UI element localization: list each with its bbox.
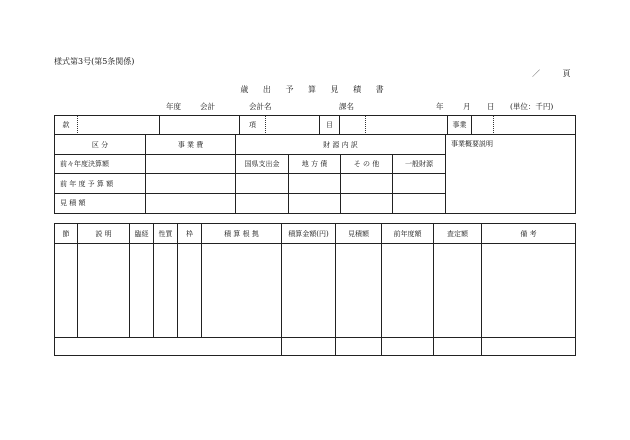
detail-table [54,223,576,356]
col-sekisan-kingaku: 積算金額(円) [281,224,335,244]
budget-rule-2 [55,154,445,155]
jigyou-code-field[interactable] [471,116,493,135]
col-seishitsu: 性質 [153,224,177,244]
detail-total-row[interactable] [55,338,575,355]
zaigen-uchiwake-header: 財 源 内 訳 [235,135,445,155]
moku-label: 目 [319,116,339,135]
row-label-zenzen-nendo: 前々年度決算額 [60,160,109,168]
jigyou-name-field[interactable] [493,116,575,135]
moku-name-field[interactable] [365,116,447,135]
kou-label: 項 [239,116,265,135]
jigyouhi-mitsumori-field[interactable] [145,194,235,213]
col-waku: 枠 [177,224,201,244]
kan-code-field[interactable] [77,116,159,135]
ippan-zen-field[interactable] [392,174,445,194]
kou-code-field[interactable] [265,116,319,135]
budget-rule-1 [55,134,575,135]
kokuken-zen-field[interactable] [235,174,288,194]
chihousai-header: 地 方 債 [288,155,340,174]
jigyou-label: 事業 [447,116,471,135]
col-rinkei: 臨経 [129,224,153,244]
row-label-mitsumori: 見 積 額 [60,199,86,207]
account-label: 会計 [200,102,215,111]
row-label-zen-nendo: 前 年 度 予 算 額 [60,179,114,188]
sonota-header: そ の 他 [340,155,392,174]
chihousai-zen-field[interactable] [288,174,340,194]
kubun-header: 区 分 [91,140,109,149]
col-bikou: 備 考 [481,224,575,244]
budget-table [54,115,576,214]
jigyouhi-zen-field[interactable] [145,174,235,194]
document-title: 歳 出 予 算 見 積 書 [240,85,390,94]
date-day-label: 日 [487,102,495,111]
jigyouhi-zenzen-field[interactable] [145,155,235,174]
date-month-label: 月 [463,102,471,111]
kan-name-field[interactable] [159,116,239,135]
fiscal-year-label: 年度 [166,102,181,111]
sonota-zen-field[interactable] [340,174,392,194]
jigyou-gaiyou-header: 事業概要説明 [445,135,575,213]
budget-rule-4 [55,193,445,194]
col-zen-nendo: 前年度額 [381,224,433,244]
budget-rule-3 [55,173,445,174]
col-setsumei: 説 明 [77,224,129,244]
account-name-label: 会計名 [249,102,272,111]
section-name-label: 課名 [339,102,354,111]
chihousai-mitsumori-field[interactable] [288,194,340,213]
moku-code-field[interactable] [339,116,365,135]
col-setsu: 節 [62,229,70,238]
kan-label: 款 [62,121,70,129]
col-satei: 査定額 [433,224,481,244]
kokuken-shishutsukin-header: 国県支出金 [235,155,288,174]
page-marker: ／ 頁 [532,69,581,78]
kokuken-mitsumori-field[interactable] [235,194,288,213]
form-number: 様式第3号(第5条関係) [54,57,135,66]
jigyouhi-header: 事 業 費 [145,135,235,155]
ippan-zaigen-header: 一般財源 [392,155,445,174]
col-sekisan-konkyo: 積 算 根 拠 [201,224,281,244]
detail-body-area[interactable] [55,244,575,337]
ippan-mitsumori-field[interactable] [392,194,445,213]
sonota-mitsumori-field[interactable] [340,194,392,213]
unit-label: (単位：千円) [510,102,554,111]
date-year-label: 年 [436,102,444,111]
col-mitsumori: 見積額 [335,224,381,244]
